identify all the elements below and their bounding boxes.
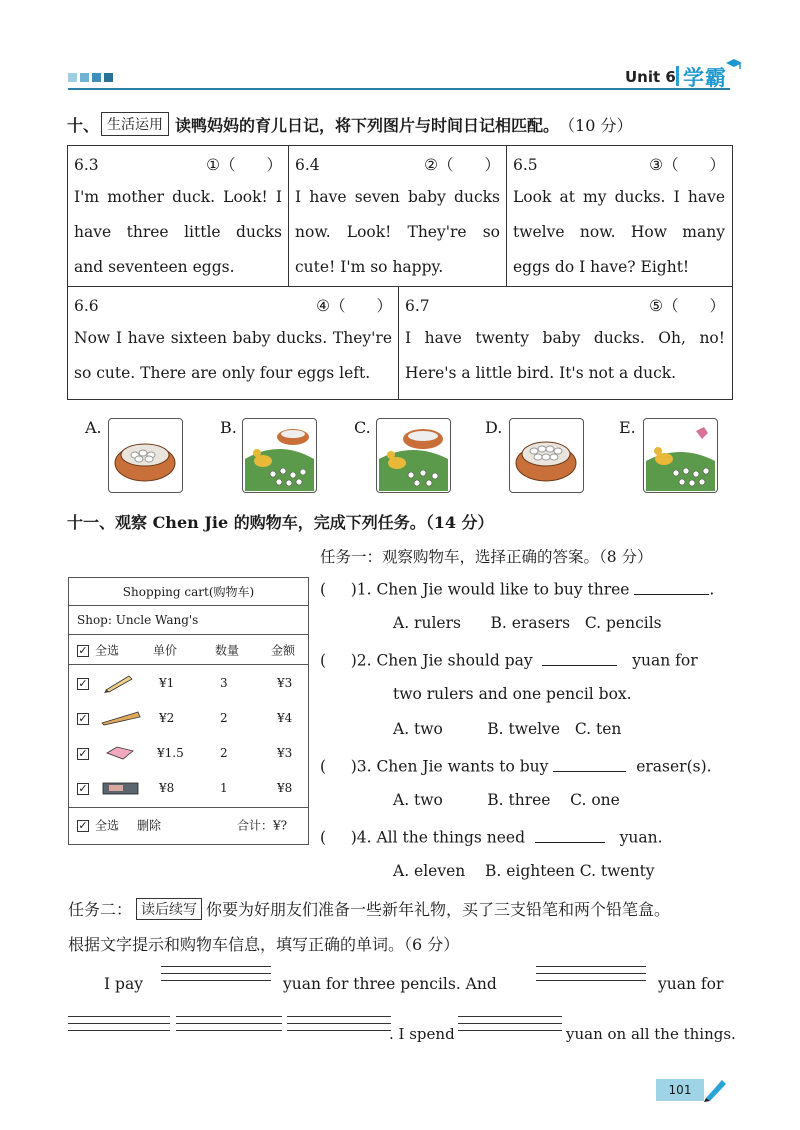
unit-label: Unit 6	[625, 68, 676, 86]
cart-row	[69, 735, 308, 770]
option[interactable]: C. ten	[574, 720, 622, 738]
option[interactable]: A. two	[393, 791, 443, 809]
checkbox-icon: ✓	[78, 643, 88, 657]
ducklings-bird-icon	[644, 419, 717, 492]
checkbox-icon: ✓	[78, 746, 88, 760]
entry-text: Now I have sixteen baby ducks. They're so cute. There are only four eggs left.	[74, 329, 392, 382]
section-tag: 生活运用	[101, 112, 169, 136]
header-square	[104, 73, 113, 82]
task1-title: 任务一：观察购物车，选择正确的答案。（8 分）	[320, 548, 653, 566]
entry-date: 6.4	[295, 156, 320, 174]
option[interactable]: A. two	[393, 720, 443, 738]
select-all-checkbox[interactable]	[77, 643, 89, 657]
question-stem-end: eraser(s).	[636, 757, 712, 776]
picture-label: E.	[619, 418, 636, 437]
unit-price: ¥1	[159, 675, 175, 690]
writing-text: yuan on all the things.	[566, 1025, 736, 1043]
quantity: 2	[220, 745, 228, 760]
question-2-options	[393, 720, 621, 738]
amount: ¥4	[277, 710, 293, 725]
option[interactable]: B. twelve	[487, 720, 561, 738]
answer-slot[interactable]: ①（ ）	[206, 156, 282, 174]
item-checkbox[interactable]	[77, 781, 89, 795]
entry-text: I have seven baby ducks now. Look! They're so cute! I'm so happy.	[295, 188, 500, 276]
unit-price: ¥8	[159, 780, 175, 795]
question-2: ( )2. Chen Jie should pay yuan for	[320, 651, 698, 670]
picture-nest-eggs	[108, 418, 183, 493]
option[interactable]: B. erasers	[490, 614, 571, 632]
checkbox-icon: ✓	[78, 711, 88, 725]
footer-select-all[interactable]: 全选	[95, 818, 120, 832]
question-stem: )3. Chen Jie wants to buy	[350, 757, 549, 776]
question-stem: )4. All the things need	[350, 828, 526, 847]
task2-tag: 读后续写	[136, 898, 202, 920]
question-2-continued: two rulers and one pencil box.	[393, 685, 632, 703]
entry-date: 6.6	[74, 297, 99, 315]
checkbox-icon: ✓	[78, 781, 88, 795]
option[interactable]: A. eleven	[393, 862, 466, 880]
ruler-icon	[101, 710, 141, 726]
entry-date: 6.7	[405, 297, 430, 315]
header-square	[80, 73, 89, 82]
question-stem-end: yuan.	[619, 828, 663, 847]
pencil-icon	[702, 1074, 730, 1102]
quantity: 1	[220, 780, 228, 795]
task2-text: 你要为好朋友们准备一些新年礼物，买了三支铅笔和两个铅笔盒。	[206, 900, 671, 919]
answer-slot[interactable]: ②（ ）	[424, 156, 500, 174]
pencil-box-icon	[101, 779, 141, 797]
section-number: 十、	[67, 115, 100, 135]
answer-blank[interactable]	[553, 756, 626, 772]
entry-text: Look at my ducks. I have twelve now. How many eggs do I have? Eight!	[513, 188, 725, 276]
header-quantity: 数量	[215, 643, 240, 657]
option[interactable]: C. twenty	[579, 862, 655, 880]
answer-slot[interactable]: ④（ ）	[316, 297, 392, 315]
amount: ¥3	[277, 675, 293, 690]
question-stem: )1. Chen Jie would like to buy three	[350, 580, 630, 599]
delete-button[interactable]: 删除	[137, 818, 162, 832]
question-3: ( )3. Chen Jie wants to buy eraser(s).	[320, 757, 712, 776]
writing-blank[interactable]	[161, 966, 271, 988]
unit-price: ¥1.5	[157, 745, 184, 760]
item-checkbox[interactable]	[77, 711, 89, 725]
cart-row	[69, 770, 308, 805]
header-square	[68, 73, 77, 82]
quantity: 2	[220, 710, 228, 725]
option[interactable]: B. eighteen	[484, 862, 575, 880]
picture-nest-full	[509, 418, 584, 493]
nest-eggs-icon	[510, 419, 583, 492]
diary-entry	[507, 146, 731, 286]
option[interactable]: B. three	[487, 791, 551, 809]
entry-text: I have twenty baby ducks. Oh, no! Here's a little bird. It's not a duck.	[405, 329, 725, 382]
checkbox-icon: ✓	[78, 676, 88, 690]
brand-logo: 学霸	[683, 66, 727, 90]
picture-ducks-bird	[643, 418, 718, 493]
cart-row	[69, 665, 308, 700]
entry-text: I'm mother duck. Look! I have three little ducks and seventeen eggs.	[74, 188, 282, 276]
diary-entry	[289, 146, 507, 286]
task2-prefix: 任务二：	[68, 900, 133, 919]
cart-footer	[69, 807, 308, 841]
question-1: ( )1. Chen Jie would like to buy three .	[320, 580, 715, 599]
page-number: 101	[656, 1079, 704, 1101]
question-4: ( )4. All the things need yuan.	[320, 828, 663, 847]
writing-text: yuan for three pencils. And	[283, 975, 497, 993]
nest-eggs-icon	[109, 419, 182, 492]
unit-price: ¥2	[159, 710, 175, 725]
question-3-options	[393, 791, 620, 809]
picture-label: A.	[85, 418, 102, 437]
pencil-icon	[103, 673, 135, 693]
option[interactable]: C. pencils	[584, 614, 662, 632]
diary-entry	[68, 287, 399, 399]
graduation-cap-icon	[725, 58, 743, 72]
header-amount: 金额	[271, 643, 296, 657]
writing-blank[interactable]	[287, 1016, 391, 1038]
writing-text: yuan for	[658, 975, 724, 993]
cart-total: 合计：¥?	[237, 818, 288, 832]
diary-entry	[68, 146, 289, 286]
entry-date: 6.3	[74, 156, 99, 174]
checkbox-icon: ✓	[78, 818, 88, 832]
cart-title: Shopping cart(购物车)	[69, 578, 308, 606]
answer-slot[interactable]: ⑤（ ）	[649, 297, 725, 315]
question-4-options	[393, 862, 655, 880]
header-square	[92, 73, 101, 82]
picture-label: D.	[485, 418, 503, 437]
item-checkbox[interactable]	[77, 676, 89, 690]
amount: ¥8	[277, 780, 293, 795]
picture-label: B.	[220, 418, 237, 437]
header-squares	[68, 73, 113, 82]
cart-row	[69, 700, 308, 735]
diary-entry	[399, 287, 731, 399]
entry-date: 6.5	[513, 156, 538, 174]
task2-instructions: 根据文字提示和购物车信息，填写正确的单词。（6 分）	[68, 935, 460, 954]
writing-blank[interactable]	[68, 1016, 170, 1038]
amount: ¥3	[277, 745, 293, 760]
header-rule	[68, 88, 730, 90]
header-select-all: 全选	[95, 643, 120, 657]
answer-slot[interactable]: ③（ ）	[649, 156, 725, 174]
option[interactable]: C. one	[570, 791, 620, 809]
writing-blank[interactable]	[176, 1016, 282, 1038]
ducklings-icon	[377, 419, 450, 492]
section10-heading	[67, 112, 632, 136]
section-points: （10 分）	[559, 115, 633, 135]
writing-blank[interactable]	[536, 966, 646, 988]
picture-label: C.	[354, 418, 371, 437]
answer-blank[interactable]	[634, 579, 709, 595]
diary-table-row	[67, 145, 733, 287]
answer-blank[interactable]	[542, 650, 617, 666]
question-stem-end: yuan for	[632, 651, 698, 670]
section-title: 读鸭妈妈的育儿日记，将下列图片与时间日记相匹配。	[175, 115, 560, 135]
picture-ducks-some	[376, 418, 451, 493]
section-title: 十一、观察 Chen Jie 的购物车，完成下列任务。（14 分）	[67, 513, 494, 532]
writing-text: I pay	[104, 975, 143, 993]
quantity: 3	[220, 675, 228, 690]
item-checkbox[interactable]	[77, 746, 89, 760]
question-stem: )2. Chen Jie should pay	[350, 651, 533, 670]
question-1-options	[393, 614, 662, 632]
section11-heading	[67, 510, 494, 533]
answer-blank[interactable]	[535, 827, 605, 843]
diary-table-row	[67, 287, 733, 400]
task2-title	[68, 897, 670, 920]
cart-header	[69, 635, 308, 665]
cart-shop: Shop: Uncle Wang's	[69, 606, 308, 635]
writing-blank[interactable]	[458, 1016, 562, 1038]
question-stem-end: .	[709, 580, 715, 599]
option[interactable]: A. rulers	[393, 614, 461, 632]
header-unit-price: 单价	[153, 643, 178, 657]
writing-text: . I spend	[389, 1025, 455, 1043]
footer-select-all-checkbox[interactable]	[77, 818, 89, 832]
eraser-icon	[105, 745, 135, 761]
shopping-cart	[68, 577, 309, 845]
header-divider	[676, 66, 679, 86]
ducklings-icon	[243, 419, 316, 492]
picture-ducks-many	[242, 418, 317, 493]
